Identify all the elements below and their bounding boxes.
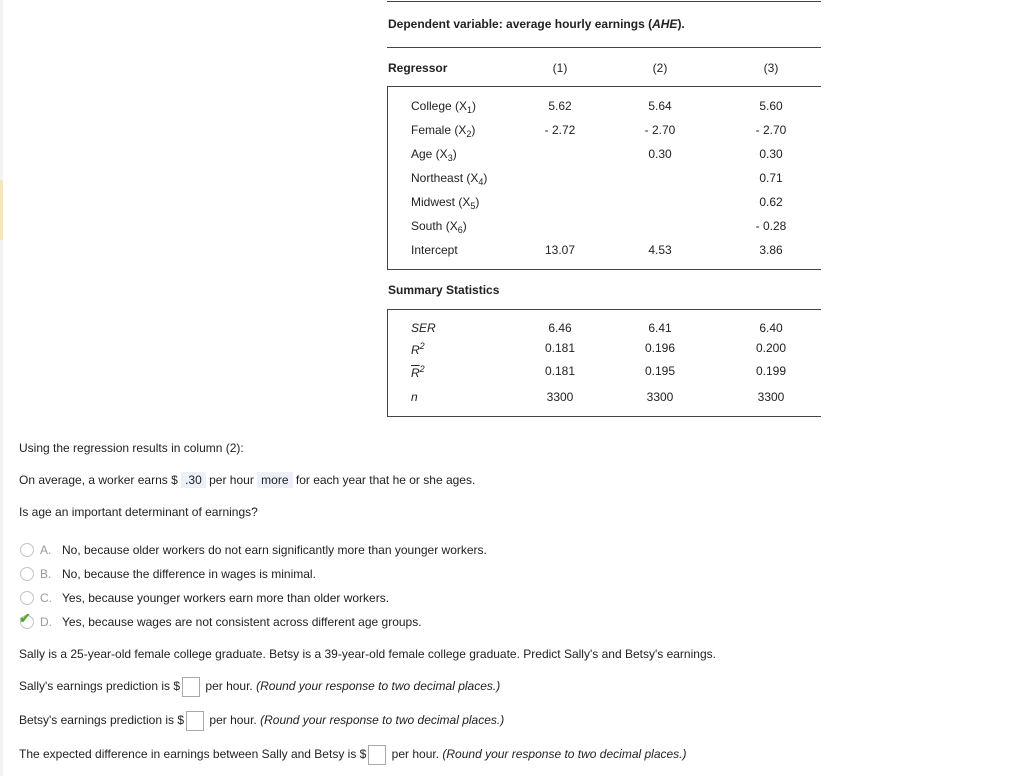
coefficient-value: 0.62 [759, 195, 783, 209]
radio-button[interactable] [20, 591, 34, 605]
answer-rate[interactable]: .30 [181, 472, 206, 488]
coefficient-value: 0.30 [648, 147, 672, 161]
difference-input[interactable] [368, 745, 386, 765]
coefficient-value: 5.62 [548, 99, 572, 113]
option-letter: C. [40, 591, 52, 605]
table-rule [387, 269, 821, 270]
coefficient-value: 4.53 [648, 243, 672, 257]
regressor-name: College $(X_1)$ [411, 99, 477, 115]
coefficient-value: - 2.72 [544, 123, 576, 137]
summary-stat-value: 6.41 [648, 321, 672, 335]
coefficient-value: 3.86 [759, 243, 783, 257]
left-edge-marker [0, 180, 3, 240]
option-text: Yes, because younger workers earn more than older workers. [62, 591, 390, 605]
table-title: Dependent variable: average hourly earnings (AHE). [388, 17, 685, 31]
left-edge [0, 0, 3, 776]
coefficient-value: 13.07 [544, 243, 576, 257]
summary-stat-value: 6.46 [548, 321, 572, 335]
regressor-name: Midwest $(X_5)$ [411, 195, 480, 211]
table-top-rule [387, 1, 821, 2]
betsy-line: Betsy's earnings prediction is $ per hour. (Round your response to two decimal places.) [19, 711, 504, 731]
col-header-2: (2) [652, 61, 668, 75]
sally-earnings-input[interactable] [182, 677, 200, 697]
option-c[interactable] [20, 590, 389, 606]
option-a[interactable] [20, 542, 487, 558]
option-letter: A. [40, 543, 52, 557]
coefficient-value: 0.30 [759, 147, 783, 161]
table-rule [387, 86, 821, 87]
checkmark-icon: ✔ [19, 610, 31, 626]
summary-stat-value: 0.200 [755, 341, 787, 355]
summary-stat-name: $\overline{R}^2$ [411, 364, 425, 380]
summary-stat-name: SER [411, 321, 436, 335]
summary-stat-value: 0.195 [644, 364, 676, 378]
coefficient-value: - 0.28 [755, 219, 787, 233]
table-bottom-rule [387, 416, 821, 417]
option-d[interactable] [19, 610, 422, 630]
regressor-name: Age $(X_3)$ [411, 147, 457, 163]
summary-stat-value: 0.196 [644, 341, 676, 355]
col-header-3: (3) [763, 61, 779, 75]
summary-stat-value: 6.40 [759, 321, 783, 335]
question-2: Is age an important determinant of earnings? [19, 505, 258, 519]
summary-stat-name: n [411, 390, 418, 404]
coefficient-value: 5.64 [648, 99, 672, 113]
table-rule [387, 309, 821, 310]
summary-stat-value: 3300 [646, 390, 674, 404]
regressor-name: Female $(X_2)$ [411, 123, 476, 139]
summary-title: Summary Statistics [388, 283, 500, 297]
option-text: Yes, because wages are not consistent across different age groups. [62, 615, 422, 629]
option-letter: D. [40, 615, 52, 629]
table-rule [387, 47, 821, 48]
option-text: No, because the difference in wages is minimal. [62, 567, 316, 581]
intro-text: Using the regression results in column (2): [19, 441, 244, 455]
coefficient-value: - 2.70 [644, 123, 676, 137]
question-1: On average, a worker earns $ .30 per hour more for each year that he or she ages. [19, 473, 476, 487]
regressor-name: South $(X_6)$ [411, 219, 467, 235]
regressor-name: Northeast $(X_4)$ [411, 171, 488, 187]
summary-stat-value: 0.181 [544, 364, 576, 378]
summary-left-rule [387, 309, 388, 416]
summary-stat-value: 0.181 [544, 341, 576, 355]
option-letter: B. [40, 567, 52, 581]
coefficient-value: - 2.70 [755, 123, 787, 137]
radio-button[interactable] [20, 567, 34, 581]
coefficient-value: 5.60 [759, 99, 783, 113]
table-left-rule [387, 86, 388, 269]
coefficient-value: 0.71 [759, 171, 783, 185]
question-3: Sally is a 25-year-old female college graduate. Betsy is a 39-year-old female college graduate. Predict Sally's and Betsy's earnings. [19, 647, 716, 661]
summary-stat-value: 3300 [757, 390, 785, 404]
sally-line: Sally's earnings prediction is $ per hour. (Round your response to two decimal places.) [19, 677, 500, 697]
answer-direction[interactable]: more [257, 472, 292, 488]
summary-stat-value: 3300 [546, 390, 574, 404]
regressor-name: Intercept [411, 243, 458, 257]
col-header-1: (1) [552, 61, 568, 75]
betsy-earnings-input[interactable] [186, 711, 204, 731]
regressor-header: Regressor [388, 61, 448, 75]
option-b[interactable] [20, 566, 316, 582]
radio-button[interactable] [20, 543, 34, 557]
summary-stat-name: $R^2$ [411, 341, 425, 357]
difference-line: The expected difference in earnings between Sally and Betsy is $ per hour. (Round your response to two decimal places.) [19, 745, 687, 765]
option-text: No, because older workers do not earn significantly more than younger workers. [62, 543, 487, 557]
radio-button[interactable] [19, 610, 34, 629]
summary-stat-value: 0.199 [755, 364, 787, 378]
